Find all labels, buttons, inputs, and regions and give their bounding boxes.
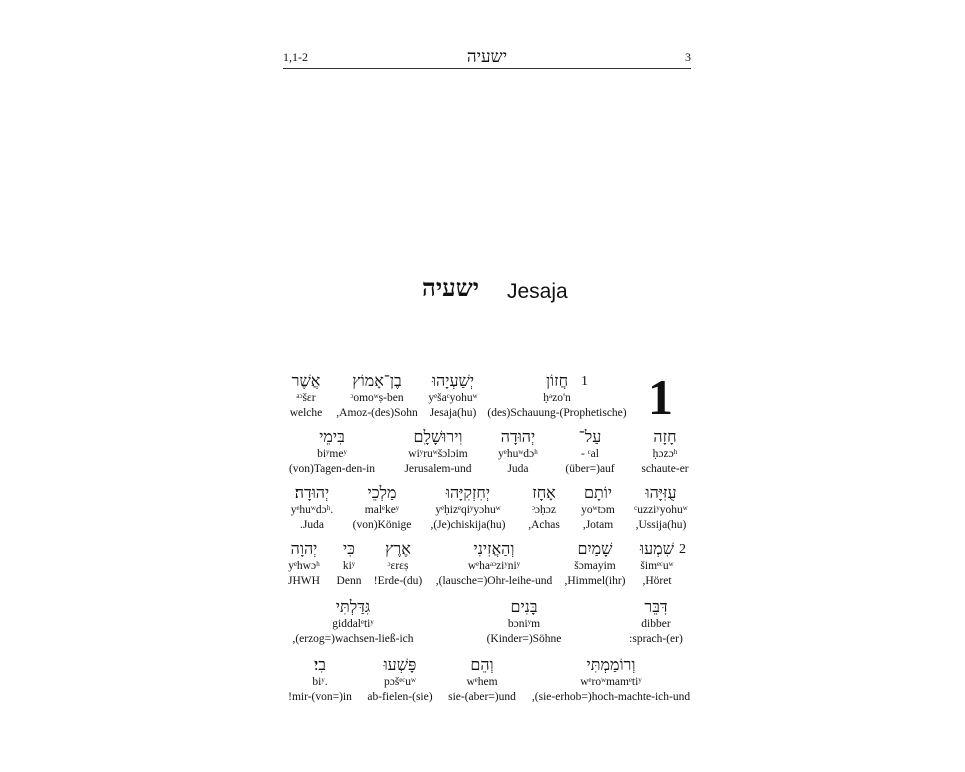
transliteration: kiʸ xyxy=(342,560,356,572)
transliteration: giddalᵉtiʸ xyxy=(332,618,374,630)
transliteration: yoʷtɔm xyxy=(581,504,615,516)
hebrew-word: פָּשְׁעוּ xyxy=(383,657,417,674)
hebrew-word: גִּדַּלְתִּי xyxy=(335,599,371,616)
german-gloss: JHWH xyxy=(288,575,320,587)
german-gloss: ,Amoz-(des)Sohn xyxy=(336,407,418,419)
hebrew-word: וִירוּשָׁלִָם xyxy=(413,429,463,446)
interlinear-word xyxy=(489,428,547,477)
interlinear-word xyxy=(345,484,419,533)
verse-number: 1 xyxy=(581,374,588,389)
hebrew-word: וְהֵם xyxy=(470,657,494,674)
transliteration: ᵃᵓšɛr xyxy=(296,392,316,404)
transliteration: ᵓɔḥɔz xyxy=(531,504,556,516)
hebrew-word: אָחָז xyxy=(532,485,556,502)
transliteration: šimᵉᶜuʷ xyxy=(640,560,674,572)
transliteration: - ᶜal xyxy=(581,448,599,460)
german-gloss: schaute-er xyxy=(641,463,689,475)
interlinear-word xyxy=(283,540,325,589)
running-header xyxy=(283,47,691,70)
transliteration: pɔšᵉᶜuʷ xyxy=(384,676,416,688)
german-gloss: ,Achas xyxy=(528,519,560,531)
hebrew-word: וְרוֹמַמְתִּי xyxy=(586,657,636,674)
german-gloss: Juda xyxy=(507,463,529,475)
hebrew-word: עֻזִּיָּהוּ xyxy=(645,485,677,502)
transliteration: ᶜuzziʸyohuʷ xyxy=(634,504,688,516)
chapter-number: 1 xyxy=(648,369,673,425)
hebrew-word: אֶרֶץ xyxy=(385,541,411,558)
interlinear-word xyxy=(559,428,621,477)
hebrew-word: יְהוָה xyxy=(290,541,318,558)
header-verse-range: 1,1-2 xyxy=(283,50,308,64)
german-gloss: ,Höret xyxy=(642,575,672,587)
hebrew-word: יְהוּדָה xyxy=(500,429,536,446)
german-gloss: (von)Könige xyxy=(352,519,412,531)
transliteration: yᵉhuʷdɔʰ. xyxy=(290,504,334,516)
hebrew-word: אֲשֶׁר xyxy=(291,373,321,390)
hebrew-word: כִּי xyxy=(342,541,355,558)
interlinear-word xyxy=(575,484,621,533)
book-title-hebrew: ישעיה xyxy=(422,276,479,302)
hebrew-word: יְהוּדָה׃ xyxy=(294,485,330,502)
book-title-latin: Jesaja xyxy=(507,280,568,303)
german-gloss: ,(erzog=)wachsen-ließ-ich xyxy=(292,633,414,645)
interlinear-word xyxy=(619,598,693,647)
german-gloss: Jerusalem-und xyxy=(404,463,472,475)
hebrew-word: שִׁמְעוּ xyxy=(640,541,674,558)
hebrew-word: וְהַאֲזִינִי xyxy=(473,541,515,558)
transliteration: wᵉhaᵃᵓziʸniʸ xyxy=(467,560,521,572)
transliteration: ḥᵃzo'n xyxy=(543,392,571,404)
interlinear-word xyxy=(283,656,357,705)
transliteration: ᵓɛrɛṣ xyxy=(387,560,409,572)
german-gloss: (von)Tagen-den-in xyxy=(288,463,376,475)
interlinear-word xyxy=(371,540,425,589)
hebrew-word: בֶן־אָמוֹץ xyxy=(352,373,402,390)
header-rule xyxy=(283,68,691,69)
interlinear-word xyxy=(527,656,695,705)
german-gloss: !mir-(von=)in xyxy=(288,691,352,703)
german-gloss: .Juda xyxy=(300,519,324,531)
transliteration: wᵉhem xyxy=(466,676,498,688)
interlinear-word xyxy=(331,540,367,589)
hebrew-word: דִּבֵּר xyxy=(644,599,668,616)
transliteration: ᵓomoʷṣ-ben xyxy=(350,392,404,404)
interlinear-word xyxy=(445,656,519,705)
german-gloss: ,Himmel(ihr) xyxy=(564,575,626,587)
transliteration: yᵉšaᶜyohuʷ xyxy=(428,392,478,404)
hebrew-word: יְשַׁעְיָהוּ xyxy=(431,373,475,390)
german-gloss: ,Jotam xyxy=(582,519,614,531)
interlinear-word xyxy=(283,428,381,477)
interlinear-row xyxy=(283,598,693,653)
transliteration: biʸmeʸ xyxy=(317,448,347,460)
header-page-number: 3 xyxy=(685,50,691,64)
interlinear-word xyxy=(421,372,485,421)
hebrew-word: בִי׃ xyxy=(314,657,326,674)
interlinear-word xyxy=(627,484,695,533)
transliteration: bɔniʸm xyxy=(507,618,541,630)
transliteration: malᵉkeʸ xyxy=(364,504,400,516)
interlinear-word xyxy=(421,484,515,533)
transliteration: wᵉroʷmamᵉtiʸ xyxy=(580,676,642,688)
book-title xyxy=(395,276,575,308)
interlinear-word xyxy=(395,428,481,477)
verse-number: 2 xyxy=(679,542,686,557)
german-gloss: Denn xyxy=(336,575,362,587)
transliteration: yᵉhwɔʰ xyxy=(288,560,320,572)
interlinear-word xyxy=(477,372,637,421)
hebrew-word: מַלְכֵי xyxy=(367,485,397,502)
hebrew-word: יְחִזְקִיָּהוּ xyxy=(445,485,491,502)
hebrew-word: יוֹתָם xyxy=(583,485,613,502)
interlinear-word xyxy=(331,372,423,421)
interlinear-row xyxy=(283,372,693,427)
german-gloss: (des)Schauung-(Prophetische) xyxy=(487,407,627,419)
hebrew-word: חָזָה xyxy=(653,429,677,446)
hebrew-word: עַל־ xyxy=(578,429,602,446)
interlinear-word xyxy=(361,656,439,705)
german-gloss: ,(sie-erhob=)hoch-machte-ich-und xyxy=(531,691,691,703)
transliteration: yᵉḥizᵉqiʸyɔhuʷ xyxy=(435,504,501,516)
hebrew-word: שָׁמַיִם xyxy=(577,541,613,558)
german-gloss: :sprach-(er) xyxy=(629,633,683,645)
interlinear-word xyxy=(283,372,329,421)
interlinear-word xyxy=(479,598,569,647)
german-gloss: Jesaja(hu) xyxy=(429,407,477,419)
interlinear-word xyxy=(283,598,423,647)
german-gloss: sie-(aber=)und xyxy=(448,691,516,703)
transliteration: yᵉhuʷdɔʰ xyxy=(498,448,538,460)
header-book-title: ישעיה xyxy=(466,47,508,66)
interlinear-row xyxy=(283,484,693,539)
german-gloss: ,Ussija(hu) xyxy=(635,519,687,531)
transliteration: biʸ. xyxy=(312,676,328,688)
interlinear-word xyxy=(635,428,695,477)
german-gloss: welche xyxy=(289,407,323,419)
transliteration: wiʸruʷšɔlɔim xyxy=(408,448,468,460)
transliteration: šɔmayim xyxy=(574,560,616,572)
german-gloss: !Erde-(du) xyxy=(373,575,423,587)
interlinear-word xyxy=(283,484,341,533)
interlinear-row xyxy=(283,428,693,483)
transliteration: dibber xyxy=(641,618,671,630)
interlinear-row xyxy=(283,540,693,595)
german-gloss: (Kinder=)Söhne xyxy=(486,633,562,645)
hebrew-word: בִּימֵי xyxy=(319,429,345,446)
interlinear-row xyxy=(283,656,693,711)
transliteration: ḥɔzɔʰ xyxy=(652,448,678,460)
german-gloss: ,(Je)chiskija(hu) xyxy=(430,519,506,531)
interlinear-word xyxy=(519,484,569,533)
interlinear-word xyxy=(429,540,559,589)
hebrew-word: בָּנִים xyxy=(510,599,538,616)
german-gloss: ,(lausche=)Ohr-leihe-und xyxy=(435,575,553,587)
interlinear-word xyxy=(563,540,627,589)
hebrew-word: חֲזוֹן xyxy=(545,373,569,390)
german-gloss: (über=)auf xyxy=(565,463,615,475)
interlinear-word xyxy=(633,540,681,589)
german-gloss: ab-fielen-(sie) xyxy=(367,691,433,703)
